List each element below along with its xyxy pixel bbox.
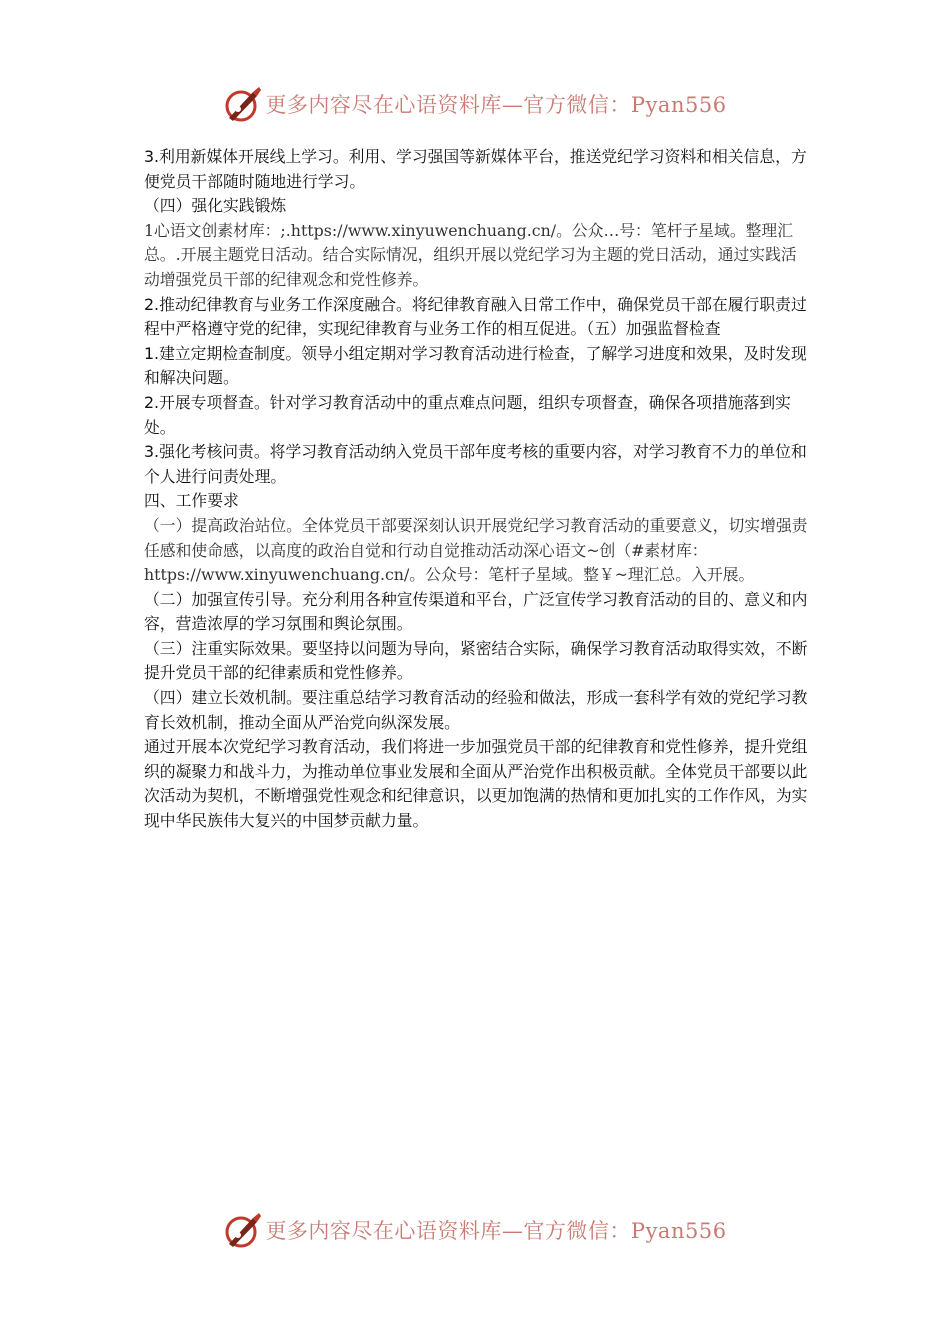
paragraph: 3.强化考核问责。将学习教育活动纳入党员干部年度考核的重要内容，对学习教育不力的单位和个人进行问责处理。: [144, 442, 807, 486]
section-heading: 四、工作要求: [144, 491, 239, 511]
paragraph: 通过开展本次党纪学习教育活动，我们将进一步加强党员干部的纪律教育和党性修养，提升党组织的凝聚力和战斗力，为推动单位事业发展和全面从严治党作出积极贡献。全体党员干部要以此次活动为契机，不断增强党性观念和纪律意识，以更加饱满的热情和更加扎实的工作作风，为实现中华民族伟大复兴的中国梦贡献力量。: [144, 737, 808, 831]
paragraph: （二）加强宣传引导。充分利用各种宣传渠道和平台，广泛宣传学习教育活动的目的、意义和内容，营造浓厚的学习氛围和舆论氛围。: [144, 589, 808, 634]
document-body: [144, 145, 808, 834]
header-watermark-banner: [0, 82, 950, 126]
pen-logo-icon: [223, 84, 263, 124]
paragraph: （一）提高政治站位。全体党员干部要深刻认识开展党纪学习教育活动的重要意义，切实增强责任感和使命感，以高度的政治自觉和行动自觉推动活动深心语文~创（#素材库：https://www.xinyuwenchuang.cn/。公众号：笔杆子星域。整￥~理汇总。入开展。: [144, 515, 808, 585]
paragraph: 3.利用新媒体开展线上学习。利用、学习强国等新媒体平台，推送党纪学习资料和相关信息，方便党员干部随时随地进行学习。: [144, 147, 807, 191]
banner-text: 更多内容尽在心语资料库—官方微信：Pyan556: [265, 93, 727, 117]
paragraph: 2.开展专项督查。针对学习教育活动中的重点难点问题，组织专项督查，确保各项措施落到实处。: [144, 392, 791, 437]
section-heading: （四）强化实践锻炼: [144, 196, 287, 216]
paragraph: 1心语文创素材库：;.https://www.xinyuwenchuang.cn/。公众…号：笔杆子星域。整理汇总。.开展主题党日活动。结合实际情况，组织开展以党纪学习为主题的党日活动，通过实践活动增强党员干部的纪律观念和党性修养。: [144, 220, 797, 289]
pen-logo-icon: [223, 1210, 263, 1250]
paragraph: （三）注重实际效果。要坚持以问题为导向，紧密结合实际，确保学习教育活动取得实效，不断提升党员干部的纪律素质和党性修养。: [144, 638, 808, 683]
paragraph: （四）建立长效机制。要注重总结学习教育活动的经验和做法，形成一套科学有效的党纪学习教育长效机制，推动全面从严治党向纵深发展。: [144, 688, 808, 732]
banner-text: 更多内容尽在心语资料库—官方微信：Pyan556: [265, 1219, 727, 1243]
paragraph: 1.建立定期检查制度。领导小组定期对学习教育活动进行检查，了解学习进度和效果，及时发现和解决问题。: [144, 343, 807, 388]
paragraph: 2.推动纪律教育与业务工作深度融合。将纪律教育融入日常工作中，确保党员干部在履行职责过程中严格遵守党的纪律，实现纪律教育与业务工作的相互促进。（五）加强监督检查: [144, 294, 807, 339]
footer-watermark-banner: [0, 1208, 950, 1252]
